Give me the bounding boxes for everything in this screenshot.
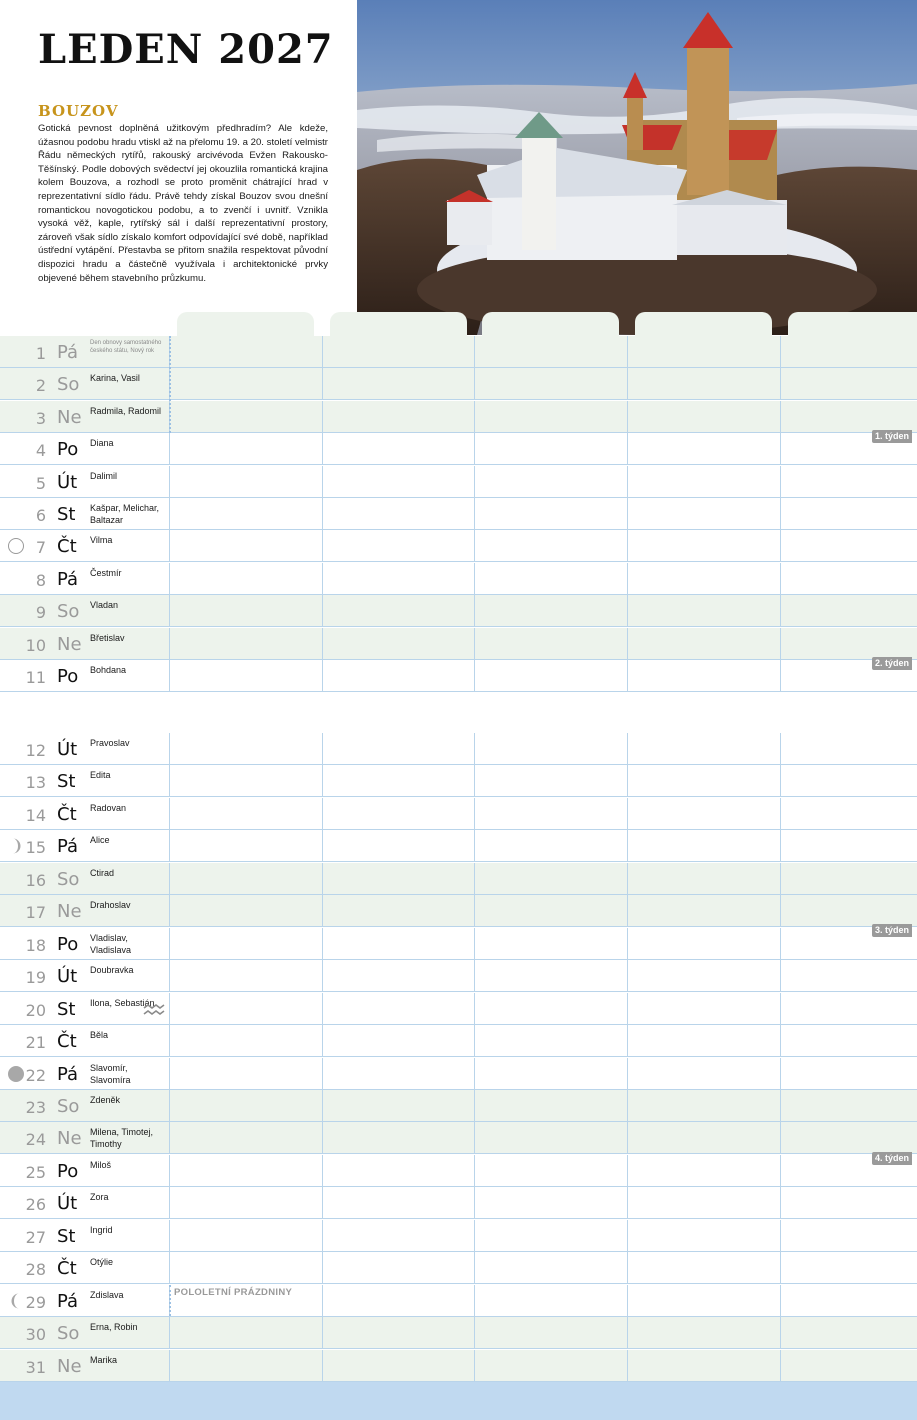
note-cell[interactable]: [170, 595, 917, 627]
note-cell[interactable]: [170, 765, 917, 797]
school-holiday-marker: [169, 1285, 171, 1316]
name-day: Miloš: [90, 1159, 112, 1170]
day-number: 31: [25, 1357, 46, 1377]
name-day: Ilona, Sebastián: [90, 997, 155, 1008]
note-cell[interactable]: [170, 895, 917, 927]
week-badge: 1. týden: [872, 430, 912, 443]
day-row: [0, 1058, 917, 1090]
day-name: Pá: [57, 568, 79, 590]
note-cell[interactable]: [170, 798, 917, 830]
footer-bar: [0, 1382, 917, 1420]
day-number: 25: [25, 1162, 46, 1182]
note-cell[interactable]: [170, 1220, 917, 1252]
full-moon-icon: [7, 537, 25, 555]
name-day: Zdeněk: [90, 1094, 121, 1105]
note-cell[interactable]: [170, 1317, 917, 1349]
name-day: Karina, Vasil: [90, 373, 140, 384]
day-name: So: [57, 1323, 80, 1345]
day-row: [0, 466, 917, 498]
name-day: Ctirad: [90, 867, 115, 878]
day-number: 1: [35, 344, 46, 363]
day-number: 22: [25, 1065, 46, 1085]
note-cell[interactable]: [170, 401, 917, 433]
week-badge: 4. týden: [872, 1152, 912, 1165]
day-row: [0, 336, 917, 368]
day-row: [0, 895, 917, 927]
day-row: [0, 1025, 917, 1057]
day-row: [0, 830, 917, 862]
day-number: 21: [25, 1033, 46, 1053]
day-name: Po: [57, 933, 79, 955]
article: [38, 103, 328, 285]
day-name: Ne: [57, 901, 82, 923]
day-row: [0, 433, 917, 465]
name-day: Doubravka: [90, 965, 134, 976]
name-day: Alice: [90, 835, 110, 846]
day-name: Po: [57, 1160, 79, 1182]
day-number: 4: [35, 441, 46, 461]
day-name: Ne: [57, 406, 82, 428]
day-row: [0, 928, 917, 960]
name-day: Břetislav: [90, 632, 125, 643]
note-cell[interactable]: [170, 993, 917, 1025]
name-day: Kašpar, Melichar, Baltazar: [90, 503, 160, 525]
name-day: Radovan: [90, 802, 127, 813]
note-cell[interactable]: [170, 1252, 917, 1284]
day-number: 27: [25, 1227, 46, 1247]
day-row: [0, 1090, 917, 1122]
day-name: St: [57, 998, 76, 1020]
column-tab: [482, 312, 619, 338]
note-cell[interactable]: [170, 1025, 917, 1057]
note-cell[interactable]: [170, 1090, 917, 1122]
day-name: Pá: [57, 836, 79, 858]
day-number: 29: [25, 1292, 46, 1312]
day-row: [0, 498, 917, 530]
note-cell[interactable]: [170, 863, 917, 895]
day-row: [0, 765, 917, 797]
article-text: Gotická pevnost doplněná užitkovým předhradím? Ale kdeže, úžasnou podobu hradu vtiskl až na přelomu 19. a 20. století velmistr Řádu německých rytířů, rakouský arcivévoda Evžen Rakousko-Těšínský. Podle dobových svědectví jej okouzlila romantická krajina kolem Bouzova, a rozhodl se proto proměnit chátrající hrad v reprezentativní sídlo řádu. Právě tehdy získal Bouzov svou dnešní romantickou novogotickou podobu, a to zvenčí i uvnitř. Vznikla vysoká věž, kaple, rytířský sál i další reprezentativní prostory, zároveň však sídlo získalo komfort odpovídající své době, například ústřední vytápění. Přestavba se přitom snažila respektovat původní dispozici hradu a částečně využívala i architektonické prvky objevené během stavebního průzkumu.: [38, 123, 328, 284]
day-name: Čt: [57, 1031, 77, 1053]
note-cell[interactable]: [170, 1058, 917, 1090]
day-row: [0, 628, 917, 660]
day-name: St: [57, 1225, 76, 1247]
first-quarter-moon-icon: [7, 837, 25, 855]
day-number: 10: [25, 635, 46, 655]
name-day: Diana: [90, 438, 114, 449]
name-day: Drahoslav: [90, 900, 131, 911]
day-name: So: [57, 1095, 80, 1117]
article-title: BOUZOV: [38, 102, 119, 120]
note-cell[interactable]: [170, 563, 917, 595]
day-number: 13: [25, 773, 46, 793]
note-cell[interactable]: [170, 466, 917, 498]
day-row: [0, 1155, 917, 1187]
day-number: 18: [25, 935, 46, 955]
day-name: Po: [57, 666, 79, 687]
note-cell[interactable]: [170, 498, 917, 530]
name-day: Radmila, Radomil: [90, 405, 162, 416]
name-day: Zora: [90, 1192, 109, 1203]
day-number: 9: [35, 603, 46, 623]
holiday-span-marker: [169, 336, 171, 433]
note-cell[interactable]: [170, 830, 917, 862]
name-day: Den obnovy samostatného českého státu, Nový rok: [90, 340, 162, 354]
name-day: Běla: [90, 1030, 109, 1041]
name-day: Čestmír: [90, 567, 122, 578]
day-row: [0, 798, 917, 830]
day-number: 7: [35, 538, 46, 558]
day-row: [0, 660, 917, 692]
note-cell[interactable]: [170, 1155, 917, 1187]
day-row: [0, 993, 917, 1025]
note-cell[interactable]: [170, 1187, 917, 1219]
note-cell[interactable]: [170, 733, 917, 765]
column-tab: [330, 312, 467, 338]
day-number: 3: [35, 408, 46, 428]
day-name: Po: [57, 439, 79, 461]
note-cell[interactable]: [170, 433, 917, 465]
day-number: 5: [35, 473, 46, 493]
day-number: 26: [25, 1195, 46, 1215]
note-cell[interactable]: [170, 1122, 917, 1154]
day-number: 6: [35, 506, 46, 525]
day-name: So: [57, 868, 80, 890]
day-row: [0, 401, 917, 433]
name-day: Edita: [90, 770, 111, 781]
day-row: [0, 960, 917, 992]
day-number: 16: [25, 870, 46, 890]
day-name: Čt: [57, 536, 77, 558]
week-badge: 3. týden: [872, 924, 912, 937]
month-title: LEDEN 2027: [38, 26, 334, 73]
note-cell[interactable]: [170, 1350, 917, 1382]
name-day: Milena, Timotej, Timothy: [90, 1127, 154, 1150]
day-row: [0, 368, 917, 400]
school-holiday-label: POLOLETNÍ PRÁZDNINY: [174, 1287, 293, 1298]
day-row: [0, 563, 917, 595]
day-name: Pá: [57, 342, 79, 363]
day-name: Čt: [57, 1258, 77, 1280]
name-day: Marika: [90, 1354, 118, 1365]
name-day: Erna, Robin: [90, 1322, 138, 1333]
day-name: Út: [57, 471, 78, 493]
day-row: [0, 1350, 917, 1382]
day-row: [0, 863, 917, 895]
week-badge: 2. týden: [872, 657, 912, 670]
name-day: Otýlie: [90, 1257, 114, 1268]
day-row: [0, 595, 917, 627]
castle-photo: [357, 0, 917, 335]
name-day: Dalimil: [90, 470, 117, 481]
day-number: 8: [35, 570, 46, 590]
day-number: 17: [25, 903, 46, 923]
day-name: St: [57, 504, 76, 525]
day-row: [0, 1220, 917, 1252]
new-moon-icon: [7, 1065, 25, 1083]
day-name: So: [57, 374, 80, 396]
name-day: Vladan: [90, 600, 119, 611]
day-number: 23: [25, 1097, 46, 1117]
day-number: 30: [25, 1325, 46, 1345]
day-row: [0, 1317, 917, 1349]
column-tab: [635, 312, 772, 338]
day-name: St: [57, 771, 76, 793]
day-row: [0, 1252, 917, 1284]
day-name: Út: [57, 739, 78, 760]
note-cell[interactable]: [170, 628, 917, 660]
day-number: 14: [25, 805, 46, 825]
day-name: Čt: [57, 803, 77, 825]
day-number: 15: [25, 838, 46, 858]
name-day: Pravoslav: [90, 738, 130, 748]
name-day: Ingrid: [90, 1224, 113, 1235]
day-name: Ne: [57, 1355, 82, 1377]
note-cell[interactable]: [170, 368, 917, 400]
aquarius-icon: [143, 1003, 165, 1017]
day-name: Pá: [57, 1063, 79, 1085]
note-cell[interactable]: [170, 336, 917, 368]
name-day: Slavomír, Slavomíra: [90, 1062, 131, 1085]
name-day: Bohdana: [90, 665, 127, 675]
day-name: Ne: [57, 633, 82, 655]
day-number: 11: [25, 668, 46, 687]
day-number: 20: [25, 1000, 46, 1020]
day-number: 12: [25, 741, 46, 760]
day-name: Út: [57, 966, 78, 988]
day-name: Pá: [57, 1290, 79, 1312]
day-number: 24: [25, 1130, 46, 1150]
day-row: [0, 1187, 917, 1219]
last-quarter-moon-icon: [7, 1292, 25, 1310]
name-day: Zdislava: [90, 1289, 124, 1300]
day-row: [0, 1122, 917, 1154]
column-tab: [788, 312, 917, 338]
day-row: [0, 733, 917, 765]
day-number: 28: [25, 1260, 46, 1280]
note-cell[interactable]: [170, 660, 917, 692]
column-tab: [177, 312, 314, 338]
day-number: 2: [35, 376, 46, 396]
note-cell[interactable]: [170, 960, 917, 992]
day-name: Ne: [57, 1128, 82, 1150]
note-cell[interactable]: [170, 928, 917, 960]
day-row: [0, 1285, 917, 1317]
day-row: [0, 530, 917, 562]
note-cell[interactable]: [170, 530, 917, 562]
name-day: Vilma: [90, 535, 113, 546]
day-name: Út: [57, 1193, 78, 1215]
day-name: So: [57, 601, 80, 623]
day-number: 19: [25, 968, 46, 988]
name-day: Vladislav, Vladislava: [90, 932, 132, 955]
